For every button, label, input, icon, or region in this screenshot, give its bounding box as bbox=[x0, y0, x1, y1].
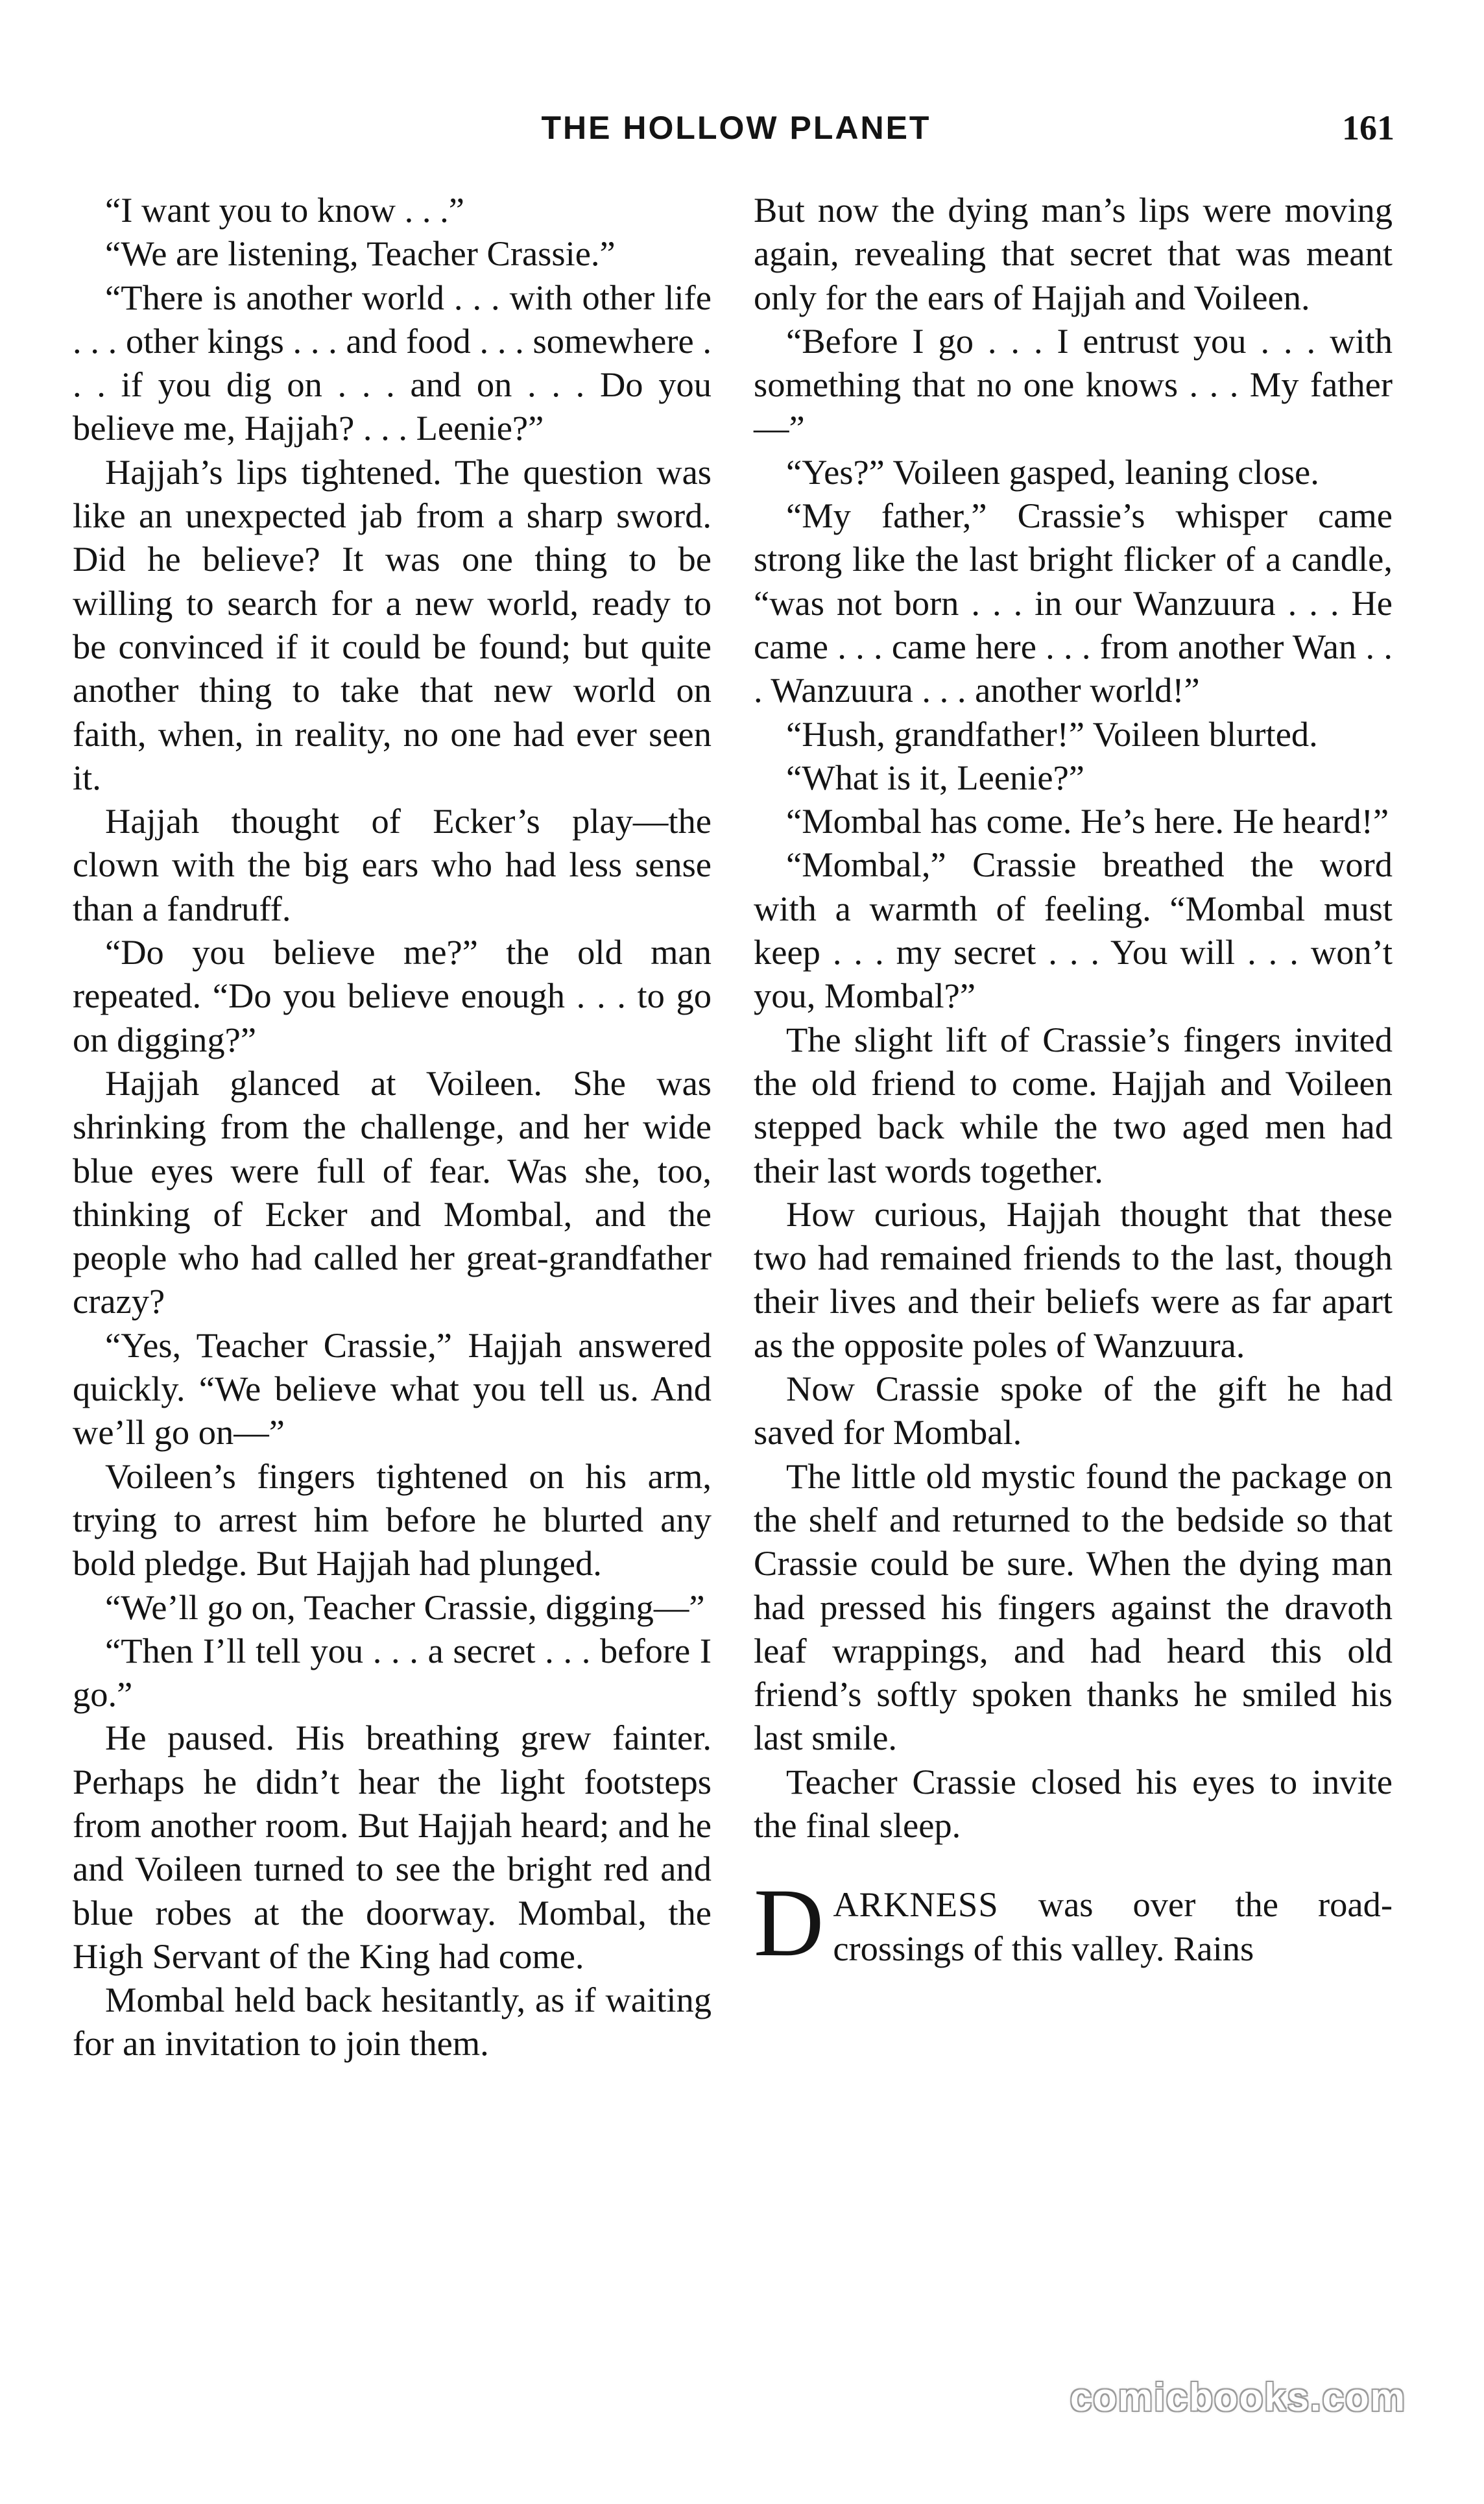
section-opening-text: was over the road-crossings of this valley. Rains bbox=[833, 1884, 1393, 1968]
left-text-column bbox=[73, 188, 712, 2065]
paragraph: Hajjah glanced at Voileen. She was shrinking from the challenge, and her wide blue eyes were full of fear. Was she, too, thinking of Ecker and Mombal, and the people who had called her great-grandfather crazy? bbox=[73, 1063, 712, 1321]
book-title: THE HOLLOW PLANET bbox=[541, 110, 931, 146]
paragraph: “Hush, grandfather!” Voileen blurted. bbox=[786, 714, 1318, 754]
section-opening-paragraph bbox=[754, 1869, 1393, 1977]
paragraph: “Before I go . . . I entrust you . . . with something that no one knows . . . My father—” bbox=[754, 320, 1393, 448]
drop-cap: D bbox=[754, 1869, 824, 1977]
paragraph: “Yes?” Voileen gasped, leaning close. bbox=[786, 451, 1319, 492]
paragraph: But now the dying man’s lips were moving again, revealing that secret that was meant only for the ears of Hajjah and Voileen. bbox=[754, 190, 1393, 317]
paragraph: Hajjah’s lips tightened. The question was like an unexpected jab from a sharp sword. Did he believe? It was one thing to be willing to search for a new world, ready to be convinced if it could be found; but quite another thing to take that new world on faith, when, in reality, no one had ever seen it. bbox=[73, 451, 712, 797]
paragraph: How curious, Hajjah thought that these two had remained friends to the last, though their lives and their beliefs were as far apart as the opposite poles of Wanzuura. bbox=[754, 1194, 1393, 1365]
right-column-paragraphs bbox=[754, 188, 1393, 1847]
paragraph: The slight lift of Crassie’s fingers invited the old friend to come. Hajjah and Voileen stepped back while the two aged men had their last words together. bbox=[754, 1019, 1393, 1190]
paragraph: Voileen’s fingers tightened on his arm, trying to arrest him before he blurted any bold pledge. But Hajjah had plunged. bbox=[73, 1456, 712, 1583]
paragraph: “There is another world . . . with other life . . . other kings . . . and food . . . somewhere . . . if you dig on . . . and on . . . Do you believe me, Hajjah? . . . Leenie?” bbox=[73, 277, 712, 448]
paragraph: “Mombal,” Crassie breathed the word with a warmth of feeling. “Mombal must keep . . . my secret . . . You will . . . won’t you, Mombal?” bbox=[754, 845, 1393, 1016]
paragraph: “We’ll go on, Teacher Crassie, digging—” bbox=[105, 1587, 705, 1627]
paragraph: “Then I’ll tell you . . . a secret . . . before I go.” bbox=[73, 1630, 712, 1715]
paragraph: “Do you believe me?” the old man repeated. “Do you believe enough . . . to go on digging?” bbox=[73, 932, 712, 1059]
drop-cap-word: ARKNESS bbox=[833, 1884, 999, 1925]
paragraph: Mombal held back hesitantly, as if waiting for an invitation to join them. bbox=[73, 1980, 712, 2064]
site-watermark: comicbooks.com bbox=[1070, 2376, 1406, 2419]
paragraph: “Yes, Teacher Crassie,” Hajjah answered quickly. “We believe what you tell us. And we’ll go on—” bbox=[73, 1325, 712, 1452]
paragraph: “We are listening, Teacher Crassie.” bbox=[105, 234, 616, 274]
page-number: 161 bbox=[1342, 108, 1394, 147]
paragraph: “I want you to know . . .” bbox=[105, 190, 464, 230]
paragraph: “What is it, Leenie?” bbox=[786, 757, 1084, 797]
paragraph: Now Crassie spoke of the gift he had saved for Mombal. bbox=[754, 1369, 1393, 1452]
paragraph: Teacher Crassie closed his eyes to invite the final sleep. bbox=[754, 1761, 1393, 1845]
paragraph: He paused. His breathing grew fainter. Perhaps he didn’t hear the light footsteps from another room. But Hajjah heard; and he and Voileen turned to see the bright red and blue robes at the doorway. Mombal, the High Servant of the King had come. bbox=[73, 1718, 712, 1976]
paragraph: Hajjah thought of Ecker’s play—the clown with the big ears who had less sense than a fandruff. bbox=[73, 801, 712, 928]
running-head bbox=[71, 104, 1401, 156]
paragraph: “Mombal has come. He’s here. He heard!” bbox=[786, 801, 1389, 841]
paragraph: The little old mystic found the package on the shelf and returned to the bedside so that Crassie could be sure. When the dying man had pressed his fingers against the dravoth leaf wrappings, and had heard this old friend’s softly spoken thanks he smiled his last smile. bbox=[754, 1456, 1393, 1758]
paragraph: “My father,” Crassie’s whisper came strong like the last bright flicker of a candle, “was not born . . . in our Wanzuura . . . He came . . . came here . . . from another Wan . . . Wanzuura . . . another world!” bbox=[754, 496, 1393, 710]
right-text-column bbox=[754, 188, 1393, 1977]
